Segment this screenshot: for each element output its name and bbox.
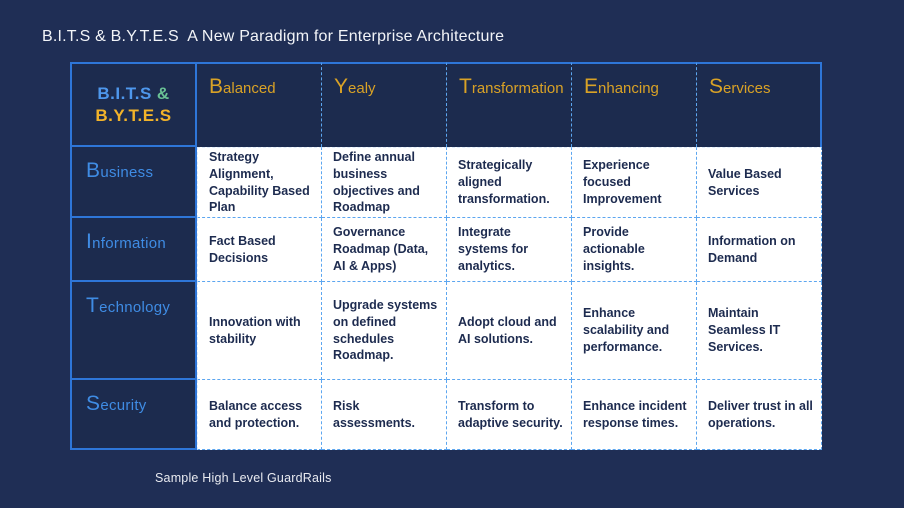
column-header-transformation: Transformation: [447, 62, 572, 147]
table-cell: Define annual business objectives and Roadmap: [322, 147, 447, 218]
logo-bytes-text: B.Y.T.E.S: [95, 105, 172, 125]
logo-ampersand: &: [156, 83, 170, 103]
table-cell: Innovation with stability: [197, 282, 322, 380]
table-cell: Value Based Services: [697, 147, 822, 218]
table-cell: Information on Demand: [697, 218, 822, 282]
table-cell: Governance Roadmap (Data, AI & Apps): [322, 218, 447, 282]
logo-line-1: [97, 84, 169, 104]
table-cell: Upgrade systems on defined schedules Roadmap.: [322, 282, 447, 380]
table-cell: Balance access and protection.: [197, 380, 322, 450]
table-cell: Adopt cloud and AI solutions.: [447, 282, 572, 380]
table-cell: Strategically aligned transformation.: [447, 147, 572, 218]
table-cell: Integrate systems for analytics.: [447, 218, 572, 282]
table-cell: Enhance scalability and performance.: [572, 282, 697, 380]
table-corner-logo-cell: [70, 62, 197, 147]
table-cell: Enhance incident response times.: [572, 380, 697, 450]
table-cell: Risk assessments.: [322, 380, 447, 450]
table-cell: Experience focused Improvement: [572, 147, 697, 218]
row-header-technology: Technology: [70, 282, 197, 380]
logo-bits-text: B.I.T.S: [97, 83, 152, 103]
column-header-balanced: Balanced: [197, 62, 322, 147]
slide-title: B.I.T.S & B.Y.T.E.S A New Paradigm for Enterprise Architecture: [42, 28, 505, 45]
column-header-services: Services: [697, 62, 822, 147]
column-header-enhancing: Enhancing: [572, 62, 697, 147]
table-cell: Fact Based Decisions: [197, 218, 322, 282]
logo-line-2: [95, 106, 171, 126]
bits-bytes-table: [70, 62, 822, 450]
row-header-information: Information: [70, 218, 197, 282]
table-cell: Deliver trust in all operations.: [697, 380, 822, 450]
row-header-security: Security: [70, 380, 197, 450]
column-header-yealy: Yealy: [322, 62, 447, 147]
table-cell: Strategy Alignment, Capability Based Plan: [197, 147, 322, 218]
table-cell: Transform to adaptive security.: [447, 380, 572, 450]
row-header-business: Business: [70, 147, 197, 218]
table-cell: Maintain Seamless IT Services.: [697, 282, 822, 380]
slide-caption: Sample High Level GuardRails: [155, 471, 332, 485]
table-cell: Provide actionable insights.: [572, 218, 697, 282]
